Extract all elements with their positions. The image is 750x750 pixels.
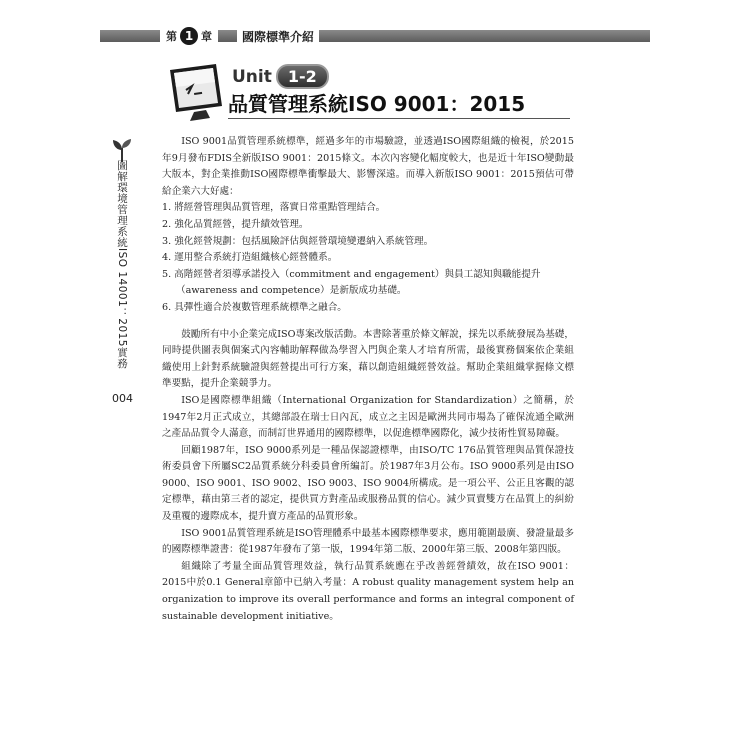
list-item: 1. 將經營管理與品質管理，落實日常重點管理結合。 xyxy=(162,202,386,214)
title-divider xyxy=(228,118,570,119)
paragraph-iso9001: ISO 9001品質管理系統是ISO管理體系中最基本國際標準要求，應用範圍最廣、發證量最多的國際標準證書：從1987年發布了第一版，1994年第二版、2000年第三版、2008年第四版。 xyxy=(162,527,574,556)
chapter-number: 1 xyxy=(180,27,198,45)
list-item-text: 5. 高階經營者須導承諾投入（commitment and engagement）與員工認知與職能提升 xyxy=(162,268,541,280)
paragraph-iso-definition: ISO是國際標準組織（International Organization for Standardization）之簡稱，於1947年2月正式成立，其總部設在瑞士日內瓦，成立之主因是歐洲共同市場為了確保流通全歐洲之產品品質令人滿意，而制訂世界通用的國際標準，以促進標準國際化，減少技術性貿易障礙。 xyxy=(162,394,574,440)
book-title-vertical: 圖解環境管理系統ISO 14001：2015實務 xyxy=(116,160,128,369)
chapter-title: 國際標準介紹 xyxy=(237,26,319,46)
chapter-prefix: 第 xyxy=(166,30,177,43)
paragraph-intro: ISO 9001品質管理系統標準，經過多年的市場驗證，並透過ISO國際組織的檢視，於2015年9月發布FDIS全新版ISO 9001：2015條文。本次內容變化幅度較大，也是近十年ISO變動最大版本，對企業推動ISO國際標準衝擊最大、影響深遠。而導入新版ISO 9001：2015預估可帶給企業六大好處： xyxy=(162,136,574,197)
page-number: 004 xyxy=(112,392,133,405)
sprout-logo-icon xyxy=(112,138,132,162)
chapter-suffix: 章 xyxy=(201,30,212,43)
list-item: 4. 運用整合系統打造組織核心經營體系。 xyxy=(162,252,338,264)
benefits-list xyxy=(162,200,574,316)
list-item: 6. 具彈性適合於複數管理系統標準之融合。 xyxy=(162,301,347,313)
paragraph-general: 組織除了考量全面品質管理效益，執行品質系統應在乎改善經營績效，故在ISO 9001：2015中於0.1 General章節中已納入考量：A robust quality management system help an organization to improve its overall performance and forms an integral component of sustainable development initiative。 xyxy=(162,560,574,622)
unit-label: Unit xyxy=(232,66,272,87)
unit-heading xyxy=(232,64,329,89)
computer-monitor-icon xyxy=(164,60,228,122)
unit-number-badge: 1-2 xyxy=(276,64,329,89)
list-item: 3. 強化經營規劃：包括風險評估與經營環境變遷納入系統管理。 xyxy=(162,235,434,247)
paragraph-encourage: 鼓勵所有中小企業完成ISO專案改版活動。本書除著重於條文解說，採先以系統發展為基礎，同時提供圖表與個案式內容輔助解釋做為學習入門與企業人才培育所需，最後實務個案依企業組織使用上針對系統驗證與經營提出可行方案，藉以創造組織經營效益。幫助企業組織掌握條文標準要點，提升企業競爭力。 xyxy=(162,328,574,390)
page-title: 品質管理系統ISO 9001：2015 xyxy=(228,92,526,116)
chapter-label xyxy=(160,26,218,46)
body-text xyxy=(162,134,574,625)
paragraph-gap xyxy=(162,317,574,327)
paragraph-history: 回顧1987年，ISO 9000系列是一種品保認證標準，由ISO/TC 176品質管理與品質保證技術委員會下所屬SC2品質系統分科委員會所編訂。於1987年3月公布。ISO 9000系列是由ISO 9000、ISO 9001、ISO 9002、ISO 9003、ISO 9004所構成。是一項公平、公正且客觀的認定標準，藉由第三者的認定，提供買方對產品或服務品質的信心。減少買賣雙方在品質上的糾紛及重覆的邊際成本，提升賣方產品的品質形象。 xyxy=(162,444,574,523)
list-item xyxy=(162,267,574,300)
list-item-continuation: （awareness and competence）是新版成功基礎。 xyxy=(176,285,407,297)
list-item: 2. 強化品質經營，提升績效管理。 xyxy=(162,218,309,230)
